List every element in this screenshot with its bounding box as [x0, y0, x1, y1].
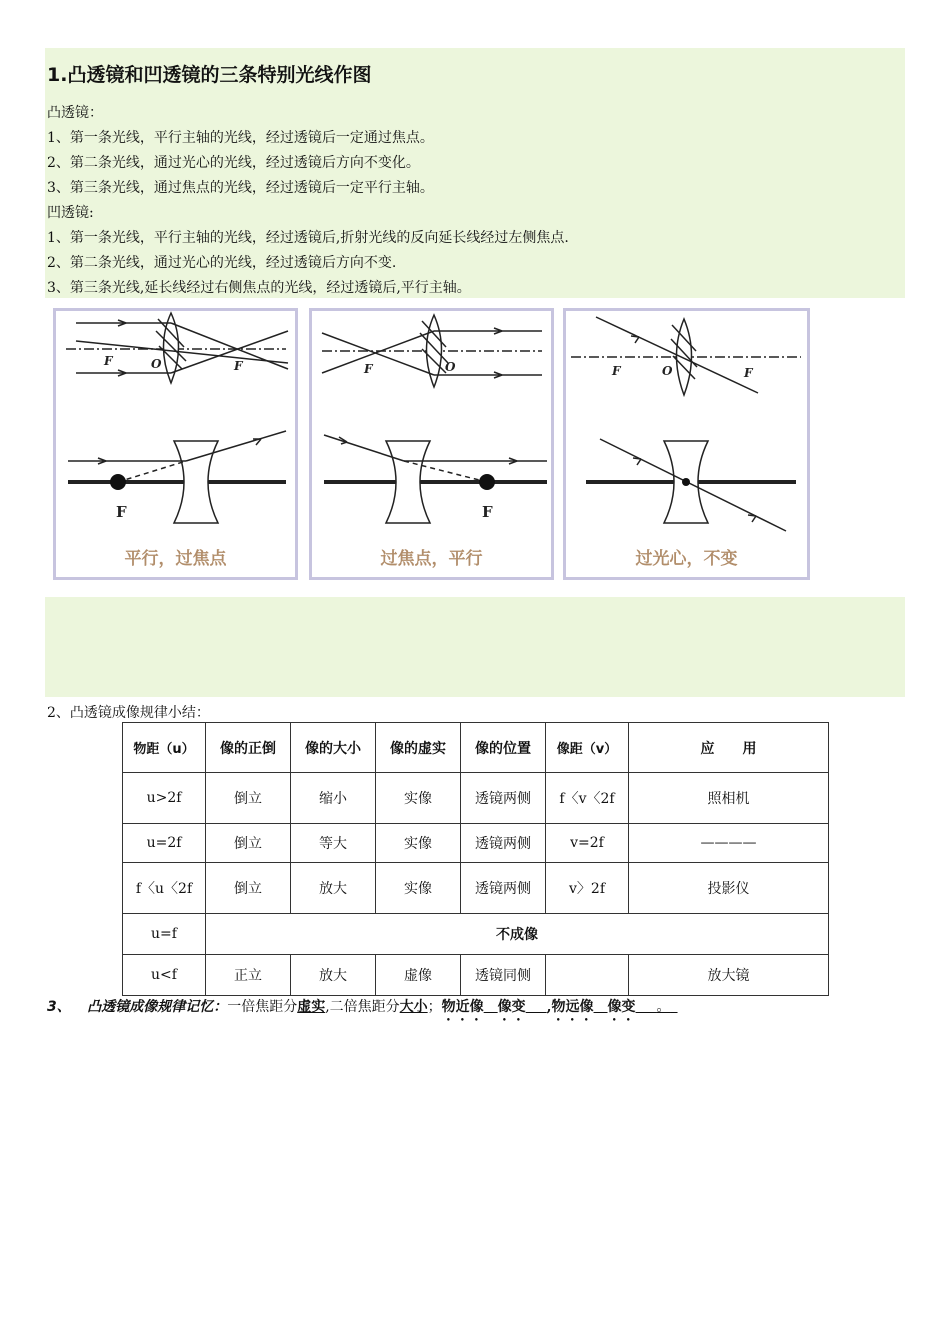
- optical-center-label: O: [662, 364, 673, 378]
- cell-real-virtual: 实像: [376, 824, 461, 863]
- cell-v: [546, 955, 629, 996]
- caption-focus: 过焦点，平行: [380, 549, 483, 569]
- cell-application: 照相机: [629, 773, 829, 824]
- cell-size: 放大: [291, 955, 376, 996]
- cell-position: 透镜两侧: [461, 773, 546, 824]
- cell-u: f〈u〈2f: [123, 863, 206, 914]
- memory-key-change2: 像变: [607, 999, 636, 1015]
- imaging-rules-table: [122, 722, 829, 996]
- figure-panel-focus: [309, 308, 554, 580]
- figure-panel-center: [563, 308, 810, 580]
- focal-label-f1: F: [104, 354, 113, 368]
- memory-rule-line: [47, 996, 678, 1024]
- cell-application: ————: [629, 824, 829, 863]
- convex-heading: 凸透镜：: [47, 105, 103, 121]
- convex-rule-1: 1、第一条光线，平行主轴的光线，经过透镜后一定通过焦点。: [47, 130, 434, 146]
- cell-orientation: 倒立: [206, 863, 291, 914]
- cell-real-virtual: 实像: [376, 773, 461, 824]
- cell-no-image: 不成像: [206, 914, 829, 955]
- memory-key-size: 大小: [399, 999, 428, 1015]
- memory-key-near: 物近像: [441, 999, 484, 1015]
- memory-rule-number: 3、: [47, 999, 71, 1015]
- cell-real-virtual: 虚像: [376, 955, 461, 996]
- section2-heading: 2、凸透镜成像规律小结：: [47, 705, 210, 721]
- focal-label-f2: F: [234, 359, 243, 373]
- cell-u: u=2f: [123, 824, 206, 863]
- header-object-distance: 物距（u）: [123, 723, 206, 773]
- lens-diagram-center: [566, 311, 808, 577]
- table-row: [123, 824, 829, 863]
- cell-orientation: 倒立: [206, 824, 291, 863]
- cell-size: 缩小: [291, 773, 376, 824]
- figure-panel-parallel: [53, 308, 298, 580]
- focal-point-dot: [110, 474, 126, 490]
- section1-title: 1.凸透镜和凹透镜的三条特别光线作图: [47, 64, 372, 86]
- focal-label-concave: F: [482, 503, 493, 521]
- cell-v: v〉2f: [546, 863, 629, 914]
- header-image-distance: 像距（v）: [546, 723, 629, 773]
- cell-v: f〈v〈2f: [546, 773, 629, 824]
- memory-text-3: ；: [427, 999, 442, 1015]
- cell-u: u>2f: [123, 773, 206, 824]
- memory-key-far: ,物远像: [546, 999, 594, 1015]
- header-orientation: 像的正倒: [206, 723, 291, 773]
- header-position: 像的位置: [461, 723, 546, 773]
- convex-rule-2: 2、第二条光线，通过光心的光线，经过透镜后方向不变化。: [47, 155, 420, 171]
- focal-point-dot: [479, 474, 495, 490]
- focal-label-f1: F: [612, 364, 621, 378]
- cell-v: v=2f: [546, 824, 629, 863]
- cell-orientation: 倒立: [206, 773, 291, 824]
- table-row: [123, 863, 829, 914]
- memory-text-1: 一倍焦距分: [227, 999, 298, 1015]
- cell-position: 透镜同侧: [461, 955, 546, 996]
- cell-position: 透镜两侧: [461, 863, 546, 914]
- caption-center: 过光心，不变: [635, 549, 738, 569]
- cell-application: 投影仪: [629, 863, 829, 914]
- header-size: 像的大小: [291, 723, 376, 773]
- header-application: 应 用: [629, 723, 829, 773]
- concave-rule-3: 3、第三条光线,延长线经过右侧焦点的光线，经过透镜后,平行主轴。: [47, 280, 471, 296]
- focal-label-f1: F: [364, 362, 373, 376]
- table-row: [123, 773, 829, 824]
- memory-key-virtual-real: 虚实: [297, 999, 326, 1015]
- cell-position: 透镜两侧: [461, 824, 546, 863]
- memory-rule-label: 凸透镜成像规律记忆：: [87, 999, 228, 1015]
- cell-u: u<f: [123, 955, 206, 996]
- table-header-row: [123, 723, 829, 773]
- convex-rule-3: 3、第三条光线，通过焦点的光线，经过透镜后一定平行主轴。: [47, 180, 434, 196]
- table-row: [123, 955, 829, 996]
- section1-extra-background: [45, 597, 905, 697]
- cell-orientation: 正立: [206, 955, 291, 996]
- concave-rule-2: 2、第二条光线，通过光心的光线，经过透镜后方向不变.: [47, 255, 397, 271]
- focal-label-f2: F: [744, 366, 753, 380]
- optical-center-label: O: [151, 357, 162, 371]
- cell-size: 放大: [291, 863, 376, 914]
- focal-label-concave: F: [116, 503, 127, 521]
- caption-parallel: 平行，过焦点: [124, 549, 227, 569]
- header-real-virtual: 像的虚实: [376, 723, 461, 773]
- memory-key-change1: 像变: [497, 999, 526, 1015]
- table-row: [123, 914, 829, 955]
- memory-text-2: ,二倍焦距分: [325, 999, 400, 1015]
- lens-diagram-focus: [312, 311, 552, 577]
- concave-heading: 凹透镜:: [47, 205, 94, 221]
- memory-end: 。: [656, 999, 671, 1015]
- cell-real-virtual: 实像: [376, 863, 461, 914]
- concave-rule-1: 1、第一条光线，平行主轴的光线，经过透镜后,折射光线的反向延长线经过左侧焦点.: [47, 230, 569, 246]
- cell-u: u=f: [123, 914, 206, 955]
- optical-center-label: O: [445, 360, 456, 374]
- cell-application: 放大镜: [629, 955, 829, 996]
- lens-diagram-parallel: [56, 311, 296, 577]
- cell-size: 等大: [291, 824, 376, 863]
- optical-center-dot: [682, 478, 690, 486]
